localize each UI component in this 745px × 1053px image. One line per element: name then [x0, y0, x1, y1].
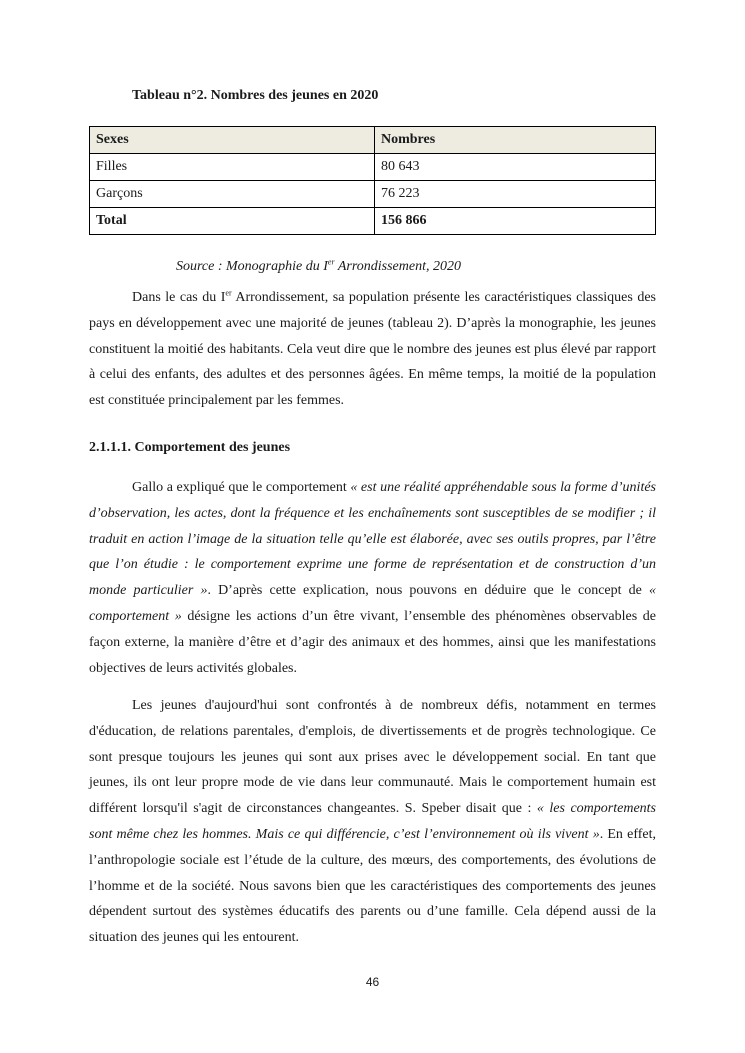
- column-header-nombres: Nombres: [375, 127, 656, 154]
- paragraph-gallo: Gallo a expliqué que le comportement « est une réalité appréhendable sous la forme d’unités d’observation, les actes, dont la fréquence et les enchaînements sont susceptibles de se modifier ; il traduit en action l’image de la situation telle qu’elle est élaborée, avec ses outils propres, par l’être que l’on étudie : le comportement exprime une forme de représentation et de construction d’un monde particulier ». D’après cette explication, nous pouvons en déduire que le concept de « comportement » désigne les actions d’un être vivant, l’ensemble des phénomènes observables de façon externe, la manière d’être et d’agir des animaux et des hommes, ainsi que les manifestations objectives de leurs activités globales.: [89, 480, 656, 676]
- table-cell: 80 643: [375, 154, 656, 181]
- table-cell: 76 223: [375, 181, 656, 208]
- paragraph-jeunes: Les jeunes d'aujourd'hui sont confrontés à de nombreux défis, notamment en termes d'éducation, de relations parentales, d'emplois, de divertissements et de progrès technologique. Ce sont presque toujours les jeunes qui sont aux prises avec le développement social. En tant que jeunes, ils ont leur propre mode de vie dans leur communauté. Mais le comportement humain est différent lorsqu'il s'agit de circonstances changeantes. S. Speber disait que : « les comportements sont même chez les hommes. Mais ce qui différencie, c’est l’environnement où ils vivent ». En effet, l’anthropologie sociale est l’étude de la culture, des mœurs, des comportements, des évolutions de l’homme et de la société. Nous savons bien que les caractéristiques des comportements des jeunes dépendent surtout des systèmes éducatifs des parents ou d’une famille. Cela dépend aussi de la situation des jeunes qui les entourent.: [89, 698, 656, 946]
- table-cell: Filles: [90, 154, 375, 181]
- quote-speber: « les comportements sont même chez les hommes. Mais ce qui différencie, c’est l’environnement où ils vivent »: [89, 801, 656, 842]
- quote-comportement: « comportement »: [89, 583, 656, 624]
- table-cell: Garçons: [90, 181, 375, 208]
- table-title: Tableau n°2. Nombres des jeunes en 2020: [132, 88, 379, 103]
- table-total-row: [90, 208, 656, 235]
- column-header-sexes: Sexes: [90, 127, 375, 154]
- table-source: Source : Monographie du Ier Arrondissement, 2020: [176, 257, 461, 274]
- total-label: Total: [90, 208, 375, 235]
- table-row: [90, 154, 656, 181]
- quote-gallo: « est une réalité appréhendable sous la forme d’unités d’observation, les actes, dont la fréquence et les enchaînements sont susceptibles de se modifier ; il traduit en action l’image de la situation telle qu’elle est élaborée, avec ses outils propres, par l’être que l’on étudie : le comportement exprime une forme de représentation et de construction d’un monde particulier »: [89, 480, 656, 599]
- table-header-row: [90, 127, 656, 154]
- youth-table: [89, 126, 656, 235]
- total-value: 156 866: [375, 208, 656, 235]
- table-row: [90, 181, 656, 208]
- section-heading: 2.1.1.1. Comportement des jeunes: [89, 440, 291, 455]
- paragraph-population: Dans le cas du Ier Arrondissement, sa population présente les caractéristiques classiques des pays en développement avec une majorité de jeunes (tableau 2). D’après la monographie, les jeunes constituent la moitié des habitants. Cela veut dire que le nombre des jeunes est plus élevé par rapport à celui des enfants, des adultes et des personnes âgées. En même temps, la moitié de la population est constituée principalement par les femmes.: [89, 288, 656, 409]
- page-number: 46: [365, 975, 380, 989]
